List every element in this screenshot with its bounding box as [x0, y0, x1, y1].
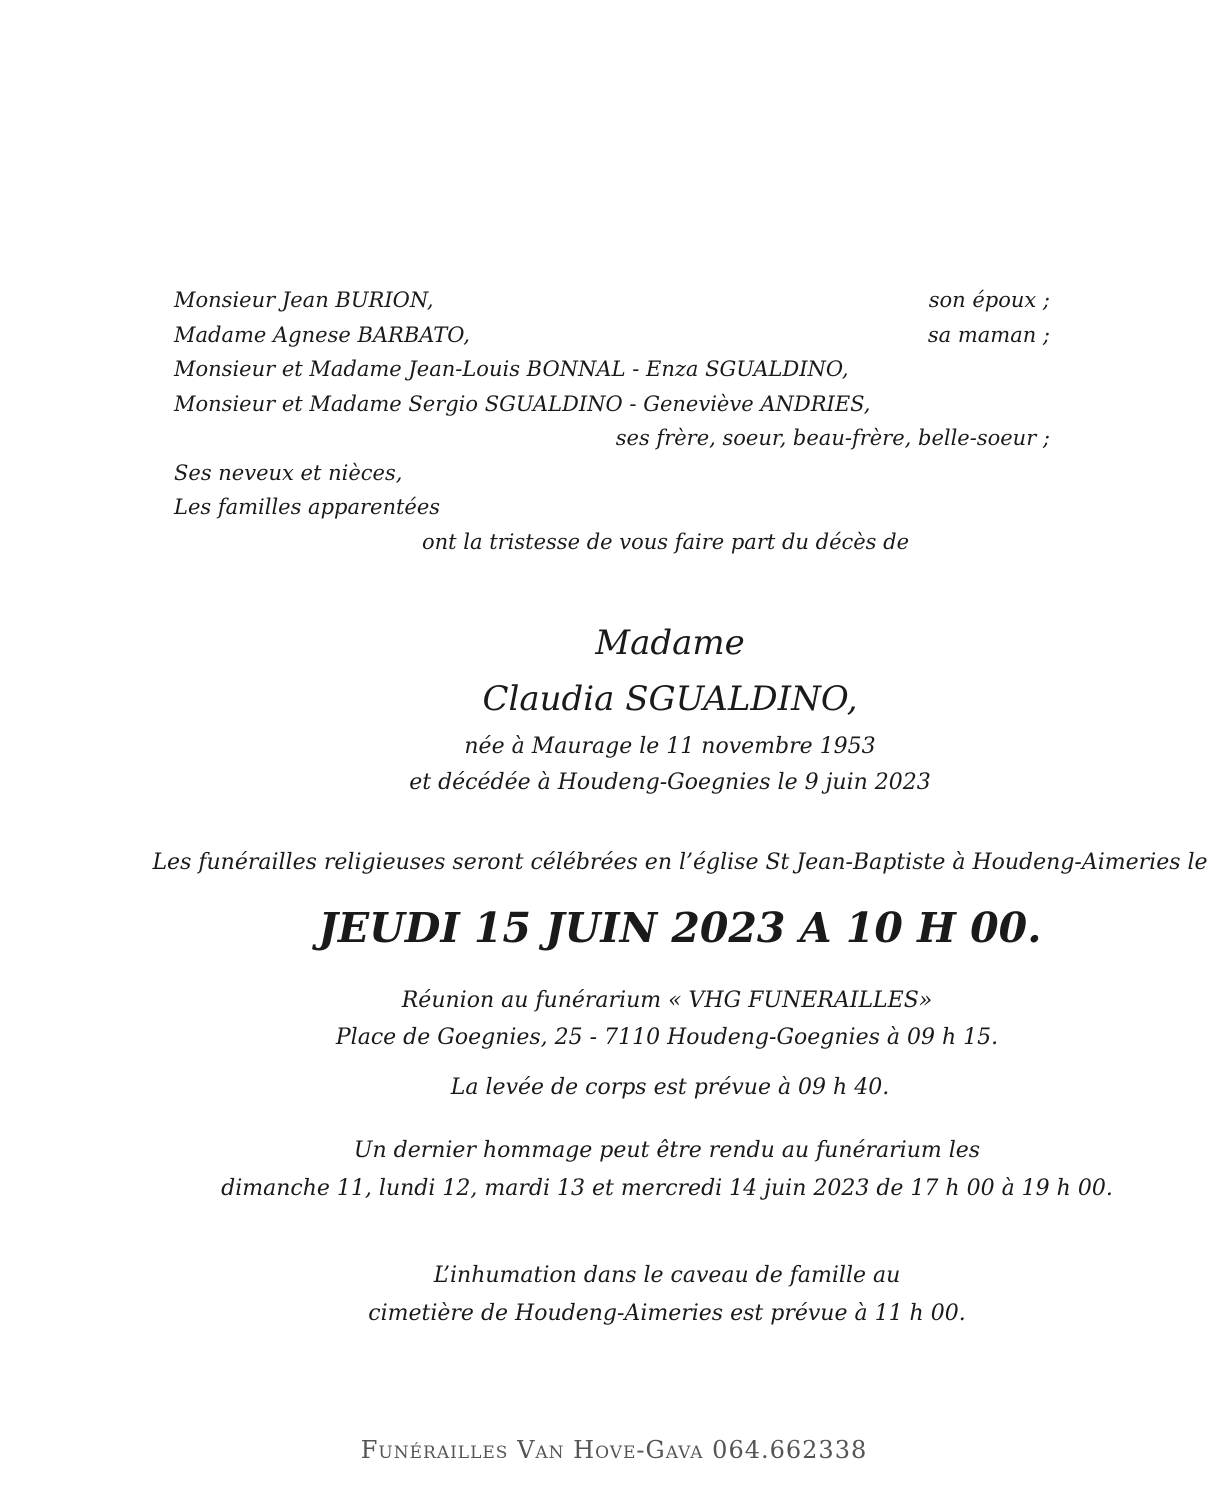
- burial-line-1: L’inhumation dans le caveau de famille au: [433, 1263, 901, 1288]
- sibling-1: Monsieur et Madame Jean-Louis BONNAL - Enza SGUALDINO,: [174, 357, 849, 381]
- deceased-name: Claudia SGUALDINO,: [482, 679, 858, 719]
- ceremony-info: Les funérailles religieuses seront célébrées en l’église St Jean-Baptiste à Houdeng-Aimeries le: [152, 850, 1208, 875]
- death-info: et décédée à Houdeng-Goegnies le 9 juin 2023: [409, 770, 931, 795]
- siblings-relation: ses frère, soeur, beau-frère, belle-soeur ;: [615, 426, 1050, 450]
- family-list: [174, 283, 1050, 559]
- gathering-line-1: Réunion au funérarium « VHG FUNERAILLES»: [401, 988, 933, 1013]
- gathering-line-2: Place de Goegnies, 25 - 7110 Houdeng-Goegnies à 09 h 15.: [335, 1025, 999, 1050]
- tribute-line-1: Un dernier hommage peut être rendu au funérarium les: [353, 1138, 981, 1163]
- sibling-2: Monsieur et Madame Sergio SGUALDINO - Geneviève ANDRIES,: [174, 391, 871, 416]
- birth-info: née à Maurage le 11 novembre 1953: [464, 734, 876, 759]
- family-row-spouse: [174, 283, 1050, 318]
- tribute-line-2: dimanche 11, lundi 12, mardi 13 et mercredi 14 juin 2023 de 17 h 00 à 19 h 00.: [221, 1176, 1113, 1201]
- deceased-title: Madame: [595, 623, 745, 663]
- funeral-date: JEUDI 15 JUIN 2023 A 10 H 00.: [318, 904, 1042, 952]
- burial-line-2: cimetière de Houdeng-Aimeries est prévue à 11 h 00.: [368, 1301, 966, 1326]
- mother-name: Madame Agnese BARBATO,: [174, 322, 470, 347]
- related-families: Les familles apparentées: [174, 495, 441, 519]
- funeral-home-footer: Funérailles Van Hove-Gava 064.662338: [360, 1436, 868, 1464]
- spouse-relation: son époux ;: [928, 288, 1050, 312]
- family-row-mother: [174, 318, 1050, 353]
- mother-relation: sa maman ;: [927, 322, 1050, 347]
- nephews-nieces: Ses neveux et nièces,: [174, 460, 403, 485]
- levee-info: La levée de corps est prévue à 09 h 40.: [450, 1075, 890, 1100]
- spouse-name: Monsieur Jean BURION,: [174, 288, 434, 312]
- announcement-line: ont la tristesse de vous faire part du décès de: [422, 529, 910, 554]
